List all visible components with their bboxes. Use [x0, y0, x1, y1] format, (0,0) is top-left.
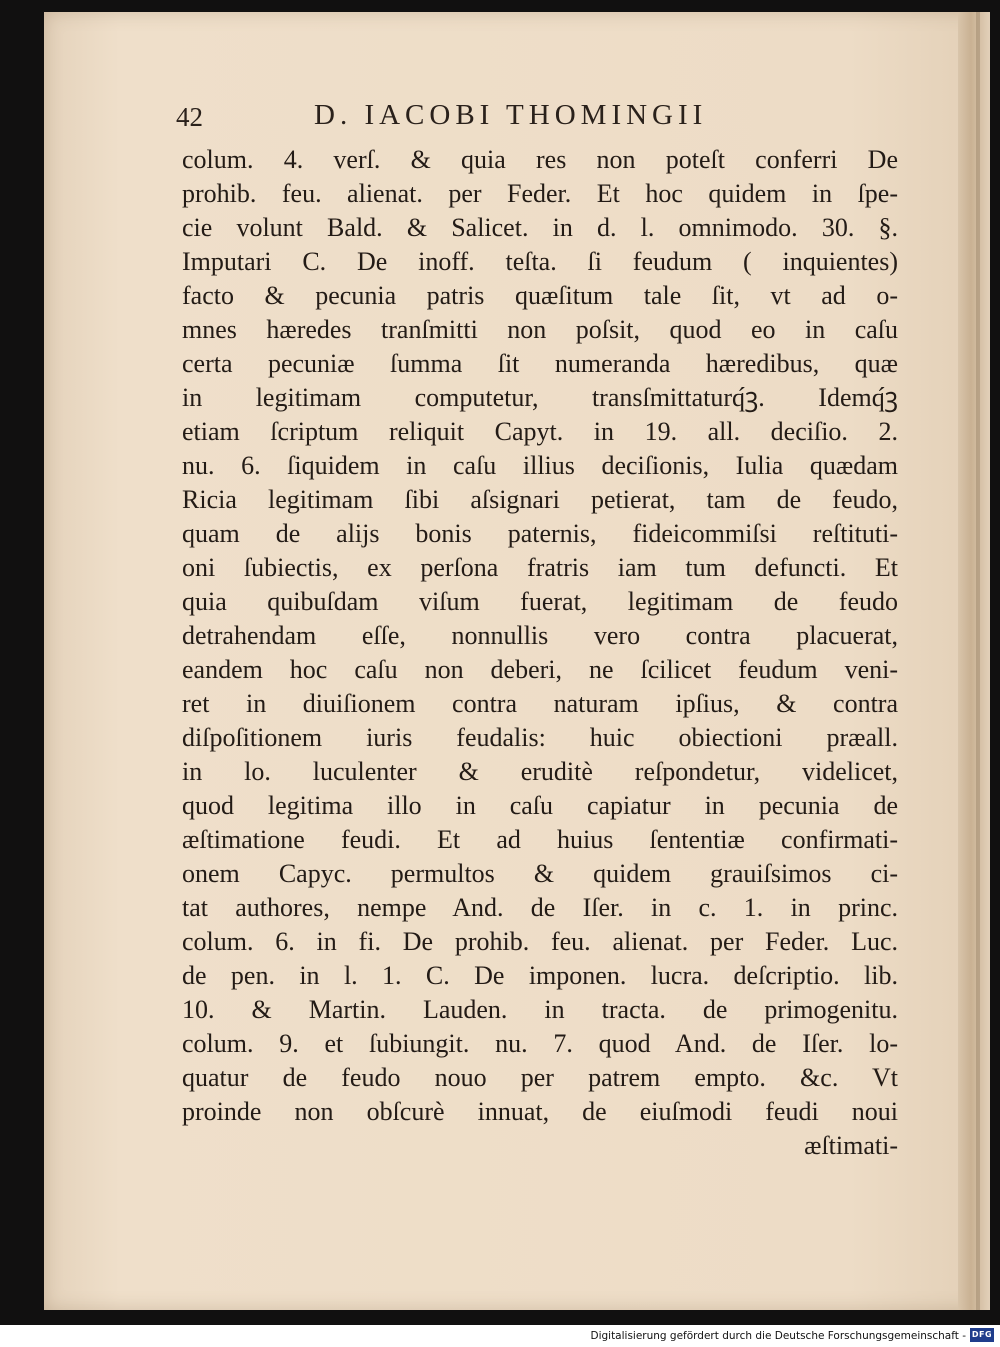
text-line: colum. 6. in fi. De prohib. feu. alienat. per Feder. Luc.	[182, 927, 898, 956]
text-line: quam de alijs bonis paternis, fideicommiſsi reſtituti-	[182, 519, 898, 548]
catchword: æſtimati-	[804, 1131, 898, 1160]
text-line: in legitimam computetur, transſmittaturq́ꝫ. Idemq́ꝫ	[182, 383, 898, 412]
body-text	[182, 143, 898, 1163]
text-line: tat authores, nempe And. de Iſer. in c. 1. in princ.	[182, 893, 898, 922]
text-line: quia quibuſdam viſum fuerat, legitimam de feudo	[182, 587, 898, 616]
text-line: Ricia legitimam ſibi aſsignari petierat, tam de feudo,	[182, 485, 898, 514]
text-line: etiam ſcriptum reliquit Capyt. in 19. all. deciſio. 2.	[182, 417, 898, 446]
footer-bar	[0, 1325, 1000, 1347]
text-line: in lo. luculenter & eruditè reſpondetur, videlicet,	[182, 757, 898, 786]
text-line: nu. 6. ſiquidem in caſu illius deciſionis, Iulia quædam	[182, 451, 898, 480]
text-line: facto & pecunia patris quæſitum tale ſit, vt ad o-	[182, 281, 898, 310]
running-head-title: D. IACOBI THOMINGII	[314, 99, 708, 131]
page-edge-shadow	[976, 12, 980, 1310]
text-line: quatur de feudo nouo per patrem empto. &c. Vt	[182, 1063, 898, 1092]
text-line: eandem hoc caſu non deberi, ne ſcilicet feudum veni-	[182, 655, 898, 684]
text-line: proinde non obſcurè innuat, de eiuſmodi feudi noui	[182, 1097, 898, 1126]
text-line: quod legitima illo in caſu capiatur in pecunia de	[182, 791, 898, 820]
text-line: Imputari C. De inoff. teſta. ſi feudum ( inquientes)	[182, 247, 898, 276]
dfg-logo-icon: DFG	[970, 1328, 994, 1342]
text-line: æſtimatione feudi. Et ad huius ſententiæ confirmati-	[182, 825, 898, 854]
text-line: oni ſubiectis, ex perſona fratris iam tum defuncti. Et	[182, 553, 898, 582]
text-line: mnes hæredes tranſmitti non poſsit, quod eo in caſu	[182, 315, 898, 344]
text-line: 10. & Martin. Lauden. in tracta. de primogenitu.	[182, 995, 898, 1024]
text-line: cie volunt Bald. & Salicet. in d. l. omnimodo. 30. §.	[182, 213, 898, 242]
page-number: 42	[176, 102, 203, 132]
text-line: onem Capyc. permultos & quidem grauiſsimos ci-	[182, 859, 898, 888]
text-line: ret in diuiſionem contra naturam ipſius, & contra	[182, 689, 898, 718]
text-line: detrahendam eſſe, nonnullis vero contra placuerat,	[182, 621, 898, 650]
digitization-credit: Digitalisierung gefördert durch die Deutsche Forschungsgemeinschaft -	[590, 1330, 966, 1342]
text-line: certa pecuniæ ſumma ſit numeranda hæredibus, quæ	[182, 349, 898, 378]
page-edge	[958, 12, 990, 1310]
text-line: prohib. feu. alienat. per Feder. Et hoc quidem in ſpe-	[182, 179, 898, 208]
running-head	[176, 96, 906, 136]
text-line: colum. 9. et ſubiungit. nu. 7. quod And. de Iſer. lo-	[182, 1029, 898, 1058]
text-line: de pen. in l. 1. C. De imponen. lucra. deſcriptio. lib.	[182, 961, 898, 990]
text-line: colum. 4. verſ. & quia res non poteſt conferri De	[182, 145, 898, 174]
text-line: diſpoſitionem iuris feudalis: huic obiectioni præall.	[182, 723, 898, 752]
